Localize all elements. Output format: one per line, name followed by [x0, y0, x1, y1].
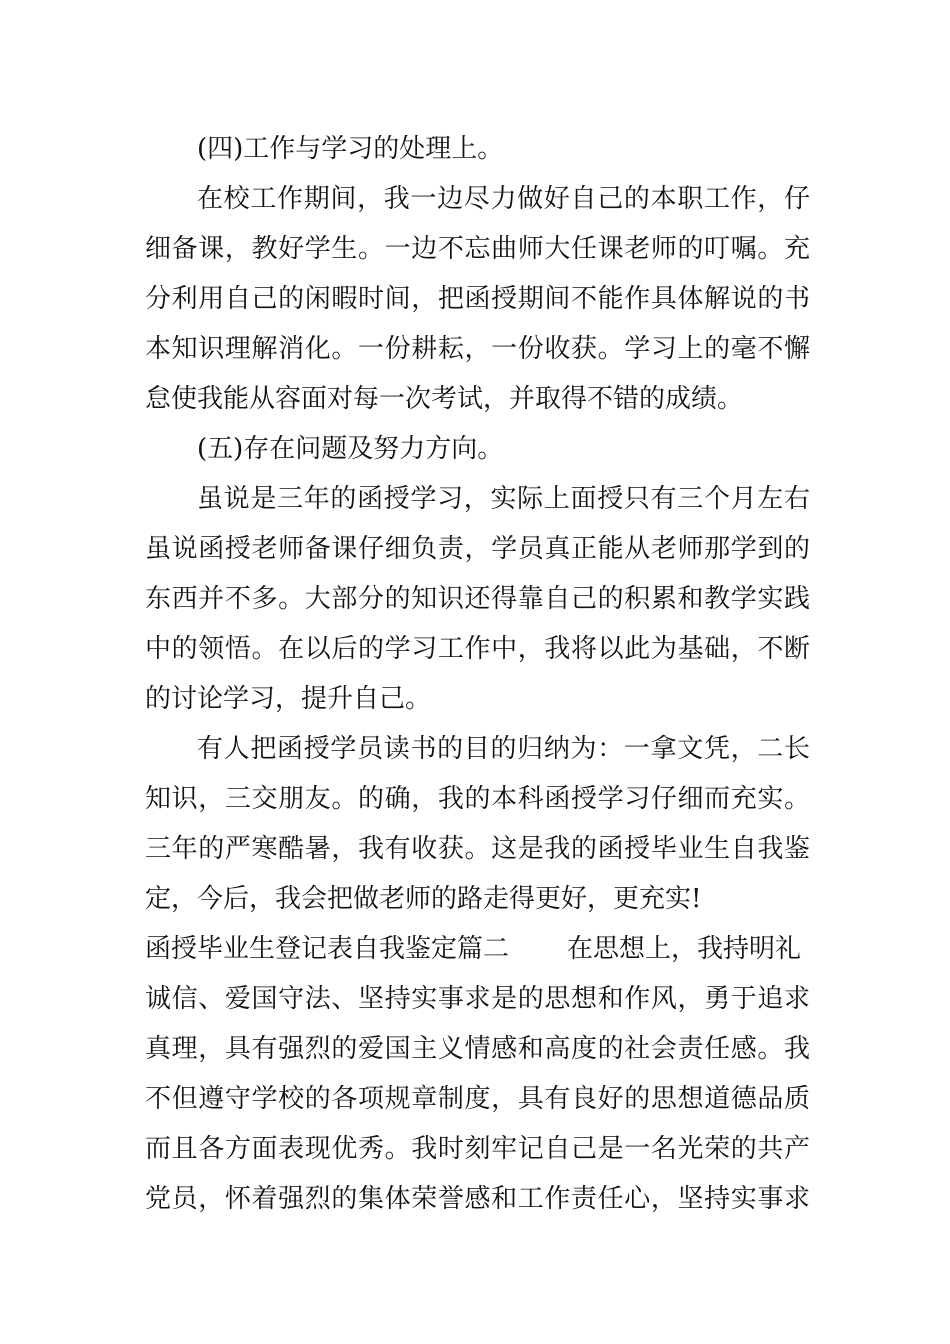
- paragraph-line: 东西并不多。大部分的知识还得靠自己的积累和教学实践: [145, 584, 810, 614]
- paragraph-line: 分利用自己的闲暇时间，把函授期间不能作具体解说的书: [145, 284, 810, 314]
- section-title: 函授毕业生登记表自我鉴定篇二: [145, 934, 510, 964]
- paragraph-line: 怠使我能从容面对每一次考试，并取得不错的成绩。: [145, 384, 744, 414]
- heading-problems-direction: (五)存在问题及努力方向。: [197, 434, 504, 464]
- section-first-text: 在思想上，我持明礼: [567, 934, 802, 964]
- heading-work-study: (四)工作与学习的处理上。: [197, 134, 504, 164]
- paragraph-line: 而且各方面表现优秀。我时刻牢记自己是一名光荣的共产: [145, 1134, 810, 1164]
- paragraph-line: 在校工作期间，我一边尽力做好自己的本职工作，仔: [197, 184, 810, 214]
- paragraph-line: 定，今后，我会把做老师的路走得更好，更充实!: [145, 884, 702, 914]
- paragraph-line: 中的领悟。在以后的学习工作中，我将以此为基础，不断: [145, 634, 810, 664]
- paragraph-line: 知识，三交朋友。的确，我的本科函授学习仔细而充实。: [145, 784, 810, 814]
- paragraph-line: 有人把函授学员读书的目的归纳为：一拿文凭，二长: [197, 734, 810, 764]
- section-title-line: [145, 924, 810, 974]
- paragraph-line: 细备课，教好学生。一边不忘曲师大任课老师的叮嘱。充: [145, 234, 810, 264]
- paragraph-line: 诚信、爱国守法、坚持实事求是的思想和作风，勇于追求: [145, 984, 810, 1014]
- paragraph-line: 不但遵守学校的各项规章制度，具有良好的思想道德品质: [145, 1084, 810, 1114]
- paragraph-line: 党员，怀着强烈的集体荣誉感和工作责任心，坚持实事求: [145, 1184, 810, 1214]
- paragraph-line: 本知识理解消化。一份耕耘，一份收获。学习上的毫不懈: [145, 334, 810, 364]
- paragraph-line: 三年的严寒酷暑，我有收获。这是我的函授毕业生自我鉴: [145, 834, 810, 864]
- paragraph-line: 虽说是三年的函授学习，实际上面授只有三个月左右: [197, 484, 810, 514]
- paragraph-line: 虽说函授老师备课仔细负责，学员真正能从老师那学到的: [145, 534, 810, 564]
- paragraph-line: 的讨论学习，提升自己。: [145, 684, 432, 714]
- paragraph-line: 真理，具有强烈的爱国主义情感和高度的社会责任感。我: [145, 1034, 810, 1064]
- document-body: [145, 124, 810, 1224]
